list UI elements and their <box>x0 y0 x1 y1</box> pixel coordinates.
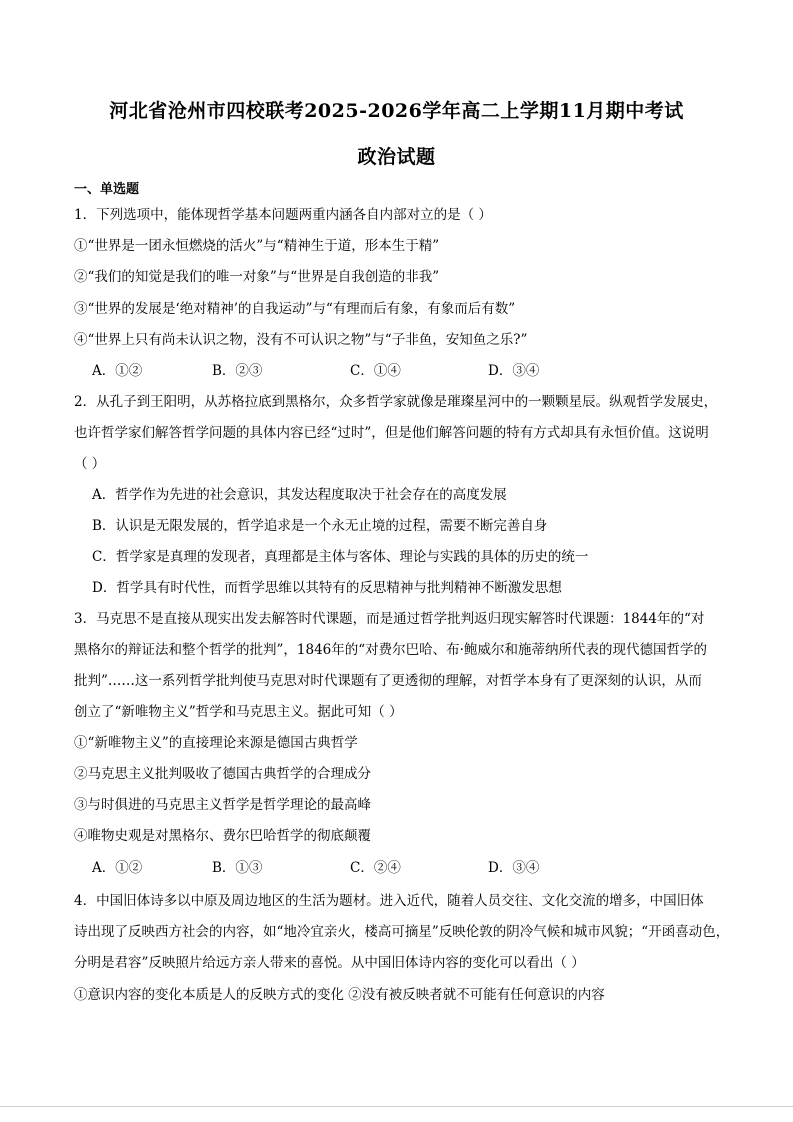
q1-stem: 1．下列选项中，能体现哲学基本问题两重内涵各自内部对立的是（ ） <box>74 207 492 223</box>
q2-option-a[interactable]: A．哲学作为先进的社会意识，其发达程度取决于社会存在的高度发展 <box>92 487 507 503</box>
q1-item: ③“世界的发展是‘绝对精神’的自我运动”与“有理而后有象，有象而后有数” <box>74 301 516 317</box>
q1-option-a[interactable]: A．①② <box>92 363 143 379</box>
section-heading: 一、单选题 <box>74 182 140 197</box>
q4-stem-line: 分明是君容”反映照片给远方亲人带来的喜悦。从中国旧体诗内容的变化可以看出（ ） <box>74 955 585 971</box>
q1-item: ①“世界是一团永恒燃烧的活火”与“精神生于道，形本生于精” <box>74 238 440 254</box>
q3-option-d[interactable]: D．③④ <box>488 860 540 876</box>
q3-option-a[interactable]: A．①② <box>92 860 143 876</box>
q1-item: ④“世界上只有尚未认识之物，没有不可认识之物”与“子非鱼，安知鱼之乐?” <box>74 332 528 348</box>
q4-stem-line: 诗出现了反映西方社会的内容，如“地冷宜亲火，楼高可摘星”反映伦敦的阴冷气候和城市风貌；“开函喜动色， <box>74 924 730 940</box>
q4-item: ①意识内容的变化本质是人的反映方式的变化 ②没有被反映者就不可能有任何意识的内容 <box>74 987 605 1003</box>
page-divider <box>0 1106 793 1107</box>
q3-item: ②马克思主义批判吸收了德国古典哲学的合理成分 <box>74 766 371 782</box>
q3-option-b[interactable]: B．①③ <box>212 860 263 876</box>
q1-option-d[interactable]: D．③④ <box>488 363 540 379</box>
exam-title: 河北省沧州市四校联考2025-2026学年高二上学期11月期中考试 <box>109 100 684 122</box>
exam-subtitle: 政治试题 <box>357 146 436 168</box>
q1-option-c[interactable]: C．①④ <box>350 363 401 379</box>
q1-item: ②“我们的知觉是我们的唯一对象”与“世界是自我创造的非我” <box>74 269 440 285</box>
q3-item: ④唯物史观是对黑格尔、费尔巴哈哲学的彻底颠覆 <box>74 828 371 844</box>
q2-stem-line: 也许哲学家们解答哲学问题的具体内容已经“过时”，但是他们解答问题的特有方式却具有永恒价值。这说明 <box>74 425 709 441</box>
q2-option-d[interactable]: D．哲学具有时代性，而哲学思维以其特有的反思精神与批判精神不断激发思想 <box>92 580 562 596</box>
q2-stem-line: 2．从孔子到王阳明，从苏格拉底到黑格尔，众多哲学家就像是璀璨星河中的一颗颗星辰。纵观哲学发展史， <box>74 394 718 410</box>
q2-stem-line: （ ） <box>74 456 106 472</box>
q3-option-c[interactable]: C．②④ <box>350 860 401 876</box>
q3-item: ③与时俱进的马克思主义哲学是哲学理论的最高峰 <box>74 797 371 813</box>
q3-stem-line: 3．马克思不是直接从现实出发去解答时代课题，而是通过哲学批判返归现实解答时代课题：1844年的“对 <box>74 611 705 627</box>
q1-option-b[interactable]: B．②③ <box>212 363 263 379</box>
q3-stem-line: 黑格尔的辩证法和整个哲学的批判”，1846年的“对费尔巴哈、布·鲍威尔和施蒂纳所代表的现代德国哲学的 <box>74 642 707 658</box>
q3-item: ①“新唯物主义”的直接理论来源是德国古典哲学 <box>74 735 358 751</box>
q2-option-c[interactable]: C．哲学家是真理的发现者，真理都是主体与客体、理论与实践的具体的历史的统一 <box>92 549 589 565</box>
q3-stem-line: 创立了“新唯物主义”哲学和马克思主义。据此可知（ ） <box>74 704 403 720</box>
q4-stem-line: 4．中国旧体诗多以中原及周边地区的生活为题材。进入近代，随着人员交往、文化交流的增多，中国旧体 <box>74 893 704 909</box>
q3-stem-line: 批判”……这一系列哲学批判使马克思对时代课题有了更透彻的理解，对哲学本身有了更深刻的认识，从而 <box>74 673 702 689</box>
q2-option-b[interactable]: B．认识是无限发展的，哲学追求是一个永无止境的过程，需要不断完善自身 <box>92 518 548 534</box>
